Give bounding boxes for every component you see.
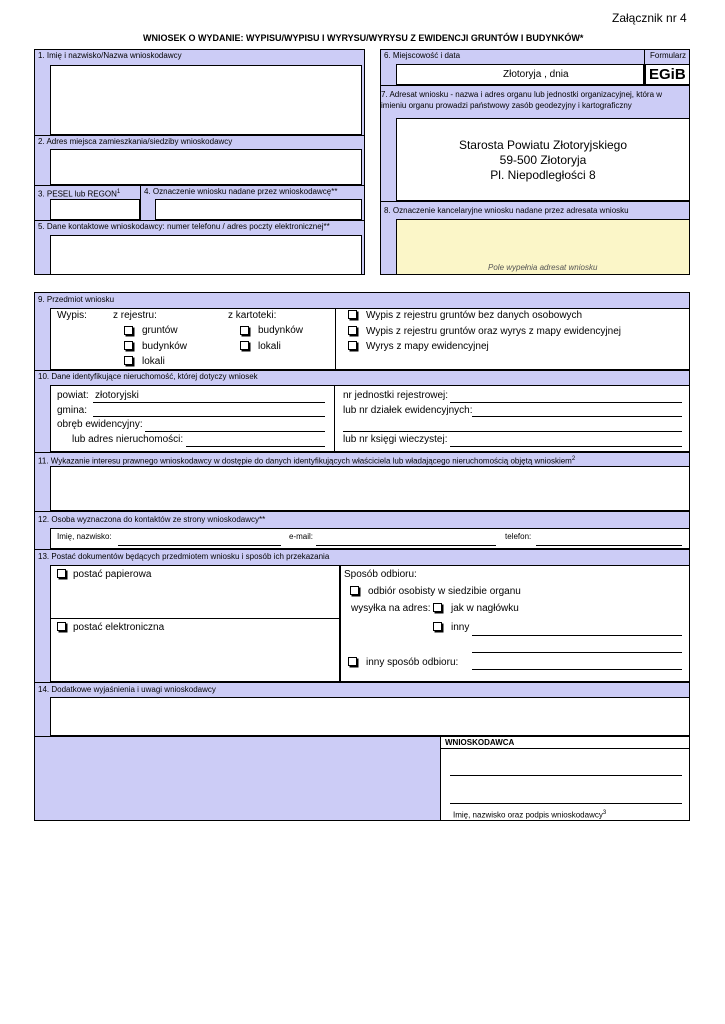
paper-form-label: postać papierowa [73, 569, 152, 580]
addressee-line-3: Pl. Niepodległości 8 [490, 168, 596, 182]
building-card-label: budynków [258, 325, 304, 336]
land-book-input-line[interactable] [450, 446, 682, 447]
from-register-label: z rejestru: [113, 310, 157, 321]
section-9-divider [335, 308, 336, 370]
contact-phone-input-line[interactable] [536, 545, 682, 546]
applicant-header: WNIOSKODAWCA [445, 738, 515, 747]
additional-remarks-field[interactable] [50, 697, 690, 736]
parcel-numbers-input-line[interactable] [472, 416, 682, 417]
parcel-numbers-input-line-2[interactable] [343, 431, 682, 432]
form-label: Formularz [650, 51, 687, 60]
other-method-input-line[interactable] [472, 669, 682, 670]
applicant-address-field[interactable] [50, 149, 362, 185]
applicant-reference-field[interactable] [155, 199, 362, 220]
place-date-value: Złotoryja , dnia [503, 69, 569, 80]
divider [34, 549, 690, 550]
divider [34, 220, 365, 221]
other-method-label: inny sposób odbioru: [366, 657, 459, 668]
map-excerpt-checkbox[interactable] [348, 341, 357, 350]
building-card-checkbox[interactable] [240, 326, 249, 335]
personal-pickup-checkbox[interactable] [350, 586, 359, 595]
parcel-numbers-label: lub nr działek ewidencyjnych: [343, 405, 473, 416]
contact-name-label: Imię, nazwisko: [57, 532, 112, 541]
wypis-label: Wypis: [57, 310, 87, 321]
section-14-label: 14. Dodatkowe wyjaśnienia i uwagi wnioskodawcy [38, 685, 216, 694]
document-form-divider [50, 618, 340, 619]
divider [34, 370, 690, 371]
paper-form-checkbox[interactable] [57, 569, 66, 578]
building-register-label: budynków [142, 341, 188, 352]
extract-with-map-checkbox[interactable] [348, 326, 357, 335]
divider [380, 201, 690, 202]
signature-subheader [441, 748, 689, 749]
personal-pickup-label: odbiór osobisty w siedzibie organu [368, 586, 521, 597]
divider [34, 135, 365, 136]
premises-register-label: lokali [142, 356, 165, 367]
commune-input-line[interactable] [93, 416, 325, 417]
section-12-label: 12. Osoba wyznaczona do kontaktów ze strony wnioskodawcy** [38, 515, 266, 524]
delivery-method-label: Sposób odbioru: [344, 569, 417, 580]
section-11-label: 11. Wykazanie interesu prawnego wnioskodawcy w dostępie do danych identyfikujących właściciela lub władającego nieruchomością objętą wnioskiem$^2$ [38, 456, 576, 466]
other-method-checkbox[interactable] [348, 657, 357, 666]
section-8-label: 8. Oznaczenie kancelaryjne wniosku nadane przez adresata wniosku [384, 206, 629, 215]
commune-label: gmina: [57, 405, 88, 416]
precinct-label: obręb ewidencyjny: [57, 419, 143, 430]
pesel-regon-field[interactable] [50, 199, 140, 220]
premises-card-checkbox[interactable] [240, 341, 249, 350]
attachment-label: Załącznik nr 4 [612, 11, 687, 25]
section-4-label: 4. Oznaczenie wniosku nadane przez wnioskodawcę** [144, 187, 338, 196]
form-title: WNIOSEK O WYDANIE: WYPISU/WYPISU I WYRYSU/WYRYSU Z EWIDENCJI GRUNTÓW I BUDYNKÓW* [143, 33, 584, 43]
extract-without-personal-data-label: Wypis z rejestru gruntów bez danych osobowych [366, 310, 583, 321]
signature-line-1[interactable] [450, 775, 682, 776]
district-input-line[interactable] [93, 402, 325, 403]
section-7-label-line-2: imieniu organu prowadzi państwowy zasób geodezyjny i kartograficzny [381, 101, 632, 110]
signature-label: Imię, nazwisko oraz podpis wnioskodawcy$^3$ [453, 810, 607, 820]
registry-unit-label: nr jednostki rejestrowej: [343, 390, 449, 401]
other-address-input-line-2[interactable] [472, 652, 682, 653]
from-card-index-label: z kartoteki: [228, 310, 277, 321]
divider [34, 185, 365, 186]
land-book-label: lub nr księgi wieczystej: [343, 434, 448, 445]
building-register-checkbox[interactable] [124, 341, 133, 350]
extract-with-map-label: Wypis z rejestru gruntów oraz wyrys z mapy ewidencyjnej [366, 326, 621, 337]
divider [380, 85, 690, 86]
divider [34, 511, 690, 512]
section-10-label: 10. Dane identyfikujące nieruchomość, której dotyczy wniosek [38, 372, 258, 381]
divider [34, 452, 690, 453]
divider [34, 682, 690, 683]
signature-line-2[interactable] [450, 803, 682, 804]
electronic-form-checkbox[interactable] [57, 622, 66, 631]
registry-unit-input-line[interactable] [450, 402, 682, 403]
section-10-divider [334, 385, 335, 452]
precinct-input-line[interactable] [145, 431, 325, 432]
section-13-label: 13. Postać dokumentów będących przedmiotem wniosku i sposób ich przekazania [38, 552, 330, 561]
contact-email-input-line[interactable] [316, 545, 496, 546]
other-address-input-line[interactable] [472, 635, 682, 636]
extract-without-personal-data-checkbox[interactable] [348, 310, 357, 319]
electronic-form-label: postać elektroniczna [73, 622, 165, 633]
contact-data-field[interactable] [50, 235, 362, 275]
section-5-label: 5. Dane kontaktowe wnioskodawcy: numer telefonu / adres poczty elektronicznej** [38, 222, 330, 231]
district-label: powiat: [57, 390, 89, 401]
land-register-checkbox[interactable] [124, 326, 133, 335]
section-9-label: 9. Przedmiot wniosku [38, 295, 115, 304]
section-1-label: 1. Imię i nazwisko/Nazwa wnioskodawcy [38, 51, 182, 60]
other-address-label: inny [451, 622, 470, 633]
addressee-line-2: 59-500 Złotoryja [499, 153, 587, 167]
property-address-input-line[interactable] [186, 446, 325, 447]
premises-card-label: lokali [258, 341, 281, 352]
header-address-label: jak w nagłówku [451, 603, 519, 614]
legal-interest-field[interactable] [50, 466, 690, 511]
other-address-checkbox[interactable] [433, 622, 442, 631]
district-value: złotoryjski [95, 390, 139, 401]
office-reference-note: Pole wypełnia adresat wniosku [488, 263, 598, 272]
applicant-name-field[interactable] [50, 65, 362, 135]
form-code: EGiB [649, 66, 686, 83]
contact-phone-label: telefon: [505, 532, 532, 541]
contact-email-label: e-mail: [289, 532, 314, 541]
addressee-line-1: Starosta Powiatu Złotoryjskiego [458, 138, 628, 152]
header-address-checkbox[interactable] [433, 603, 442, 612]
section-3-label: 3. PESEL lub REGON$^1$ [38, 189, 121, 199]
property-address-label: lub adres nieruchomości: [72, 434, 184, 445]
section-6-label: 6. Miejscowość i data [384, 51, 461, 60]
section-3-4-divider [140, 185, 141, 220]
section-2-label: 2. Adres miejsca zamieszkania/siedziby wnioskodawcy [38, 137, 233, 146]
premises-register-checkbox[interactable] [124, 356, 133, 365]
land-register-label: gruntów [142, 325, 178, 336]
shipping-label: wysyłka na adres: [351, 603, 431, 614]
map-excerpt-label: Wyrys z mapy ewidencyjnej [366, 341, 489, 352]
section-7-label-line-1: 7. Adresat wniosku - nazwa i adres organu lub jednostki organizacyjnej, która w [381, 90, 663, 99]
contact-name-input-line[interactable] [118, 545, 281, 546]
